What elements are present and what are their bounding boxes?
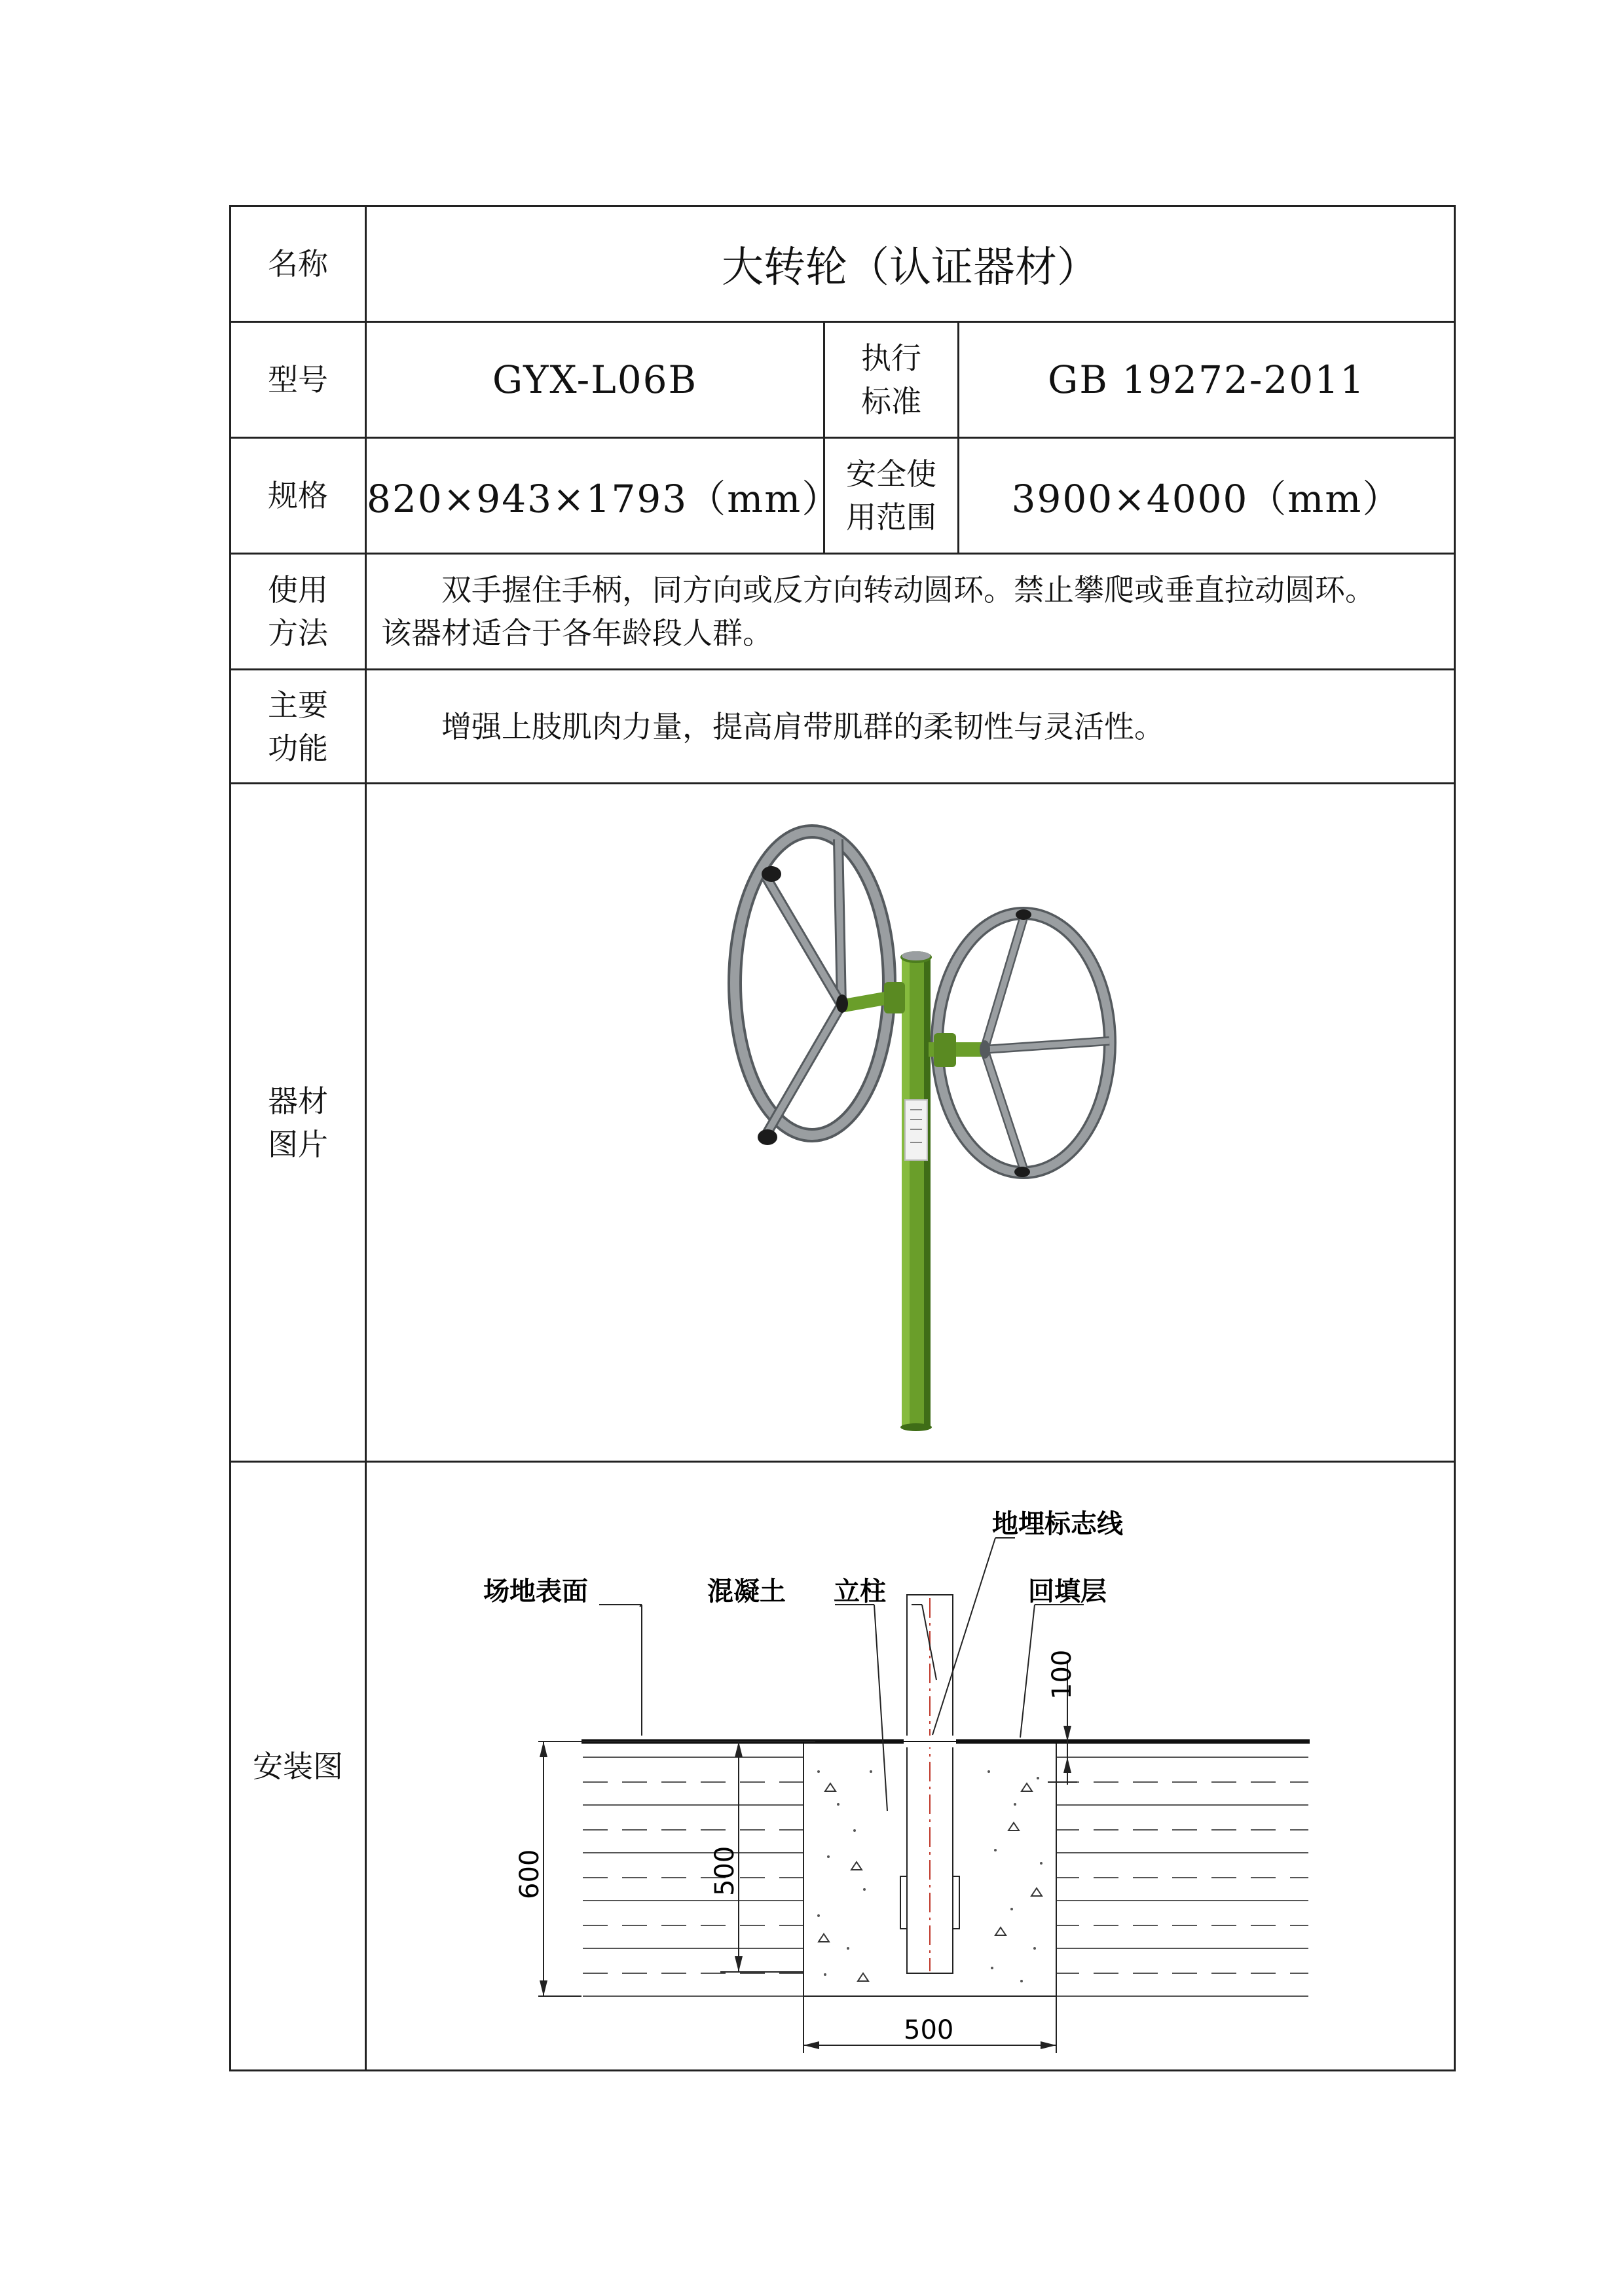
name-label-cell: [231, 206, 366, 322]
function-text-cell: [366, 670, 1455, 784]
post: [900, 951, 932, 1431]
post-section: [907, 1595, 953, 1973]
model-label: 型号: [268, 362, 328, 397]
standard-label-cell: [824, 322, 959, 438]
product-name: 大转轮（认证器材）: [722, 244, 1099, 292]
callout-post: 立柱: [834, 1576, 886, 1607]
spec-sheet-table: [229, 205, 1456, 2071]
safe-range-label-line1: 安全使: [846, 456, 936, 492]
install-label-cell: [231, 1462, 366, 2071]
picture-label-line1: 器材: [268, 1083, 328, 1119]
callout-concrete: 混凝土: [707, 1576, 786, 1607]
standard-label-line1: 执行: [861, 340, 921, 376]
function-label-line1: 主要: [268, 687, 328, 723]
function-label-cell: [231, 670, 366, 784]
picture-label-cell: [231, 784, 366, 1462]
right-axle-arm: [929, 1033, 990, 1067]
callout-backfill: 回填层: [1028, 1576, 1107, 1607]
dim-depth-total: 600: [515, 1849, 545, 1899]
usage-text-cell: [366, 554, 1455, 670]
function-text: 增强上肢肌肉力量，提高肩带肌群的柔韧性与灵活性。: [441, 708, 1164, 744]
model-label-cell: [231, 322, 366, 438]
dim-depth-concrete: 500: [710, 1846, 740, 1896]
usage-text-line2: 该器材适合于各年龄段人群。: [381, 615, 773, 651]
model-value-cell: [366, 322, 824, 438]
install-drawing-cell: [366, 1462, 1455, 2071]
callout-burial-mark: 地埋标志线: [992, 1508, 1123, 1539]
left-axle-arm: [836, 982, 905, 1013]
name-value-cell: [366, 206, 1455, 322]
usage-label-cell: [231, 554, 366, 670]
installation-diagram: [367, 1464, 1454, 2069]
picture-label-line2: 图片: [268, 1126, 328, 1162]
function-label-line2: 功能: [268, 730, 328, 766]
safe-range-label-cell: [824, 438, 959, 554]
model-number: GYX-L06B: [492, 357, 698, 402]
standard-number: GB 19272-2011: [1047, 357, 1366, 402]
spec-value-cell: [366, 438, 841, 554]
dim-width: 500: [904, 2014, 954, 2045]
usage-label-line2: 方法: [268, 615, 328, 651]
safe-range-label-line2: 用范围: [846, 500, 936, 535]
picture-cell: [366, 784, 1455, 1462]
standard-value-cell: [959, 322, 1455, 438]
callout-surface: 场地表面: [483, 1576, 588, 1607]
safe-range-dimensions: 3900×4000（mm）: [1011, 477, 1402, 521]
standard-label-line2: 标准: [861, 384, 921, 419]
usage-label-line1: 使用: [268, 572, 328, 608]
name-label: 名称: [268, 246, 328, 282]
install-label: 安装图: [253, 1748, 343, 1784]
safe-range-value-cell: [959, 438, 1455, 554]
dim-top-offset: 100: [1047, 1649, 1077, 1700]
usage-text-line1: 双手握住手柄，同方向或反方向转动圆环。禁止攀爬或垂直拉动圆环。: [441, 572, 1375, 608]
left-wheel: [735, 831, 889, 1135]
spec-label-cell: [231, 438, 366, 554]
spec-label: 规格: [268, 478, 328, 513]
equipment-illustration: [367, 786, 1454, 1460]
spec-dimensions: 820×943×1793（mm）: [367, 477, 841, 521]
